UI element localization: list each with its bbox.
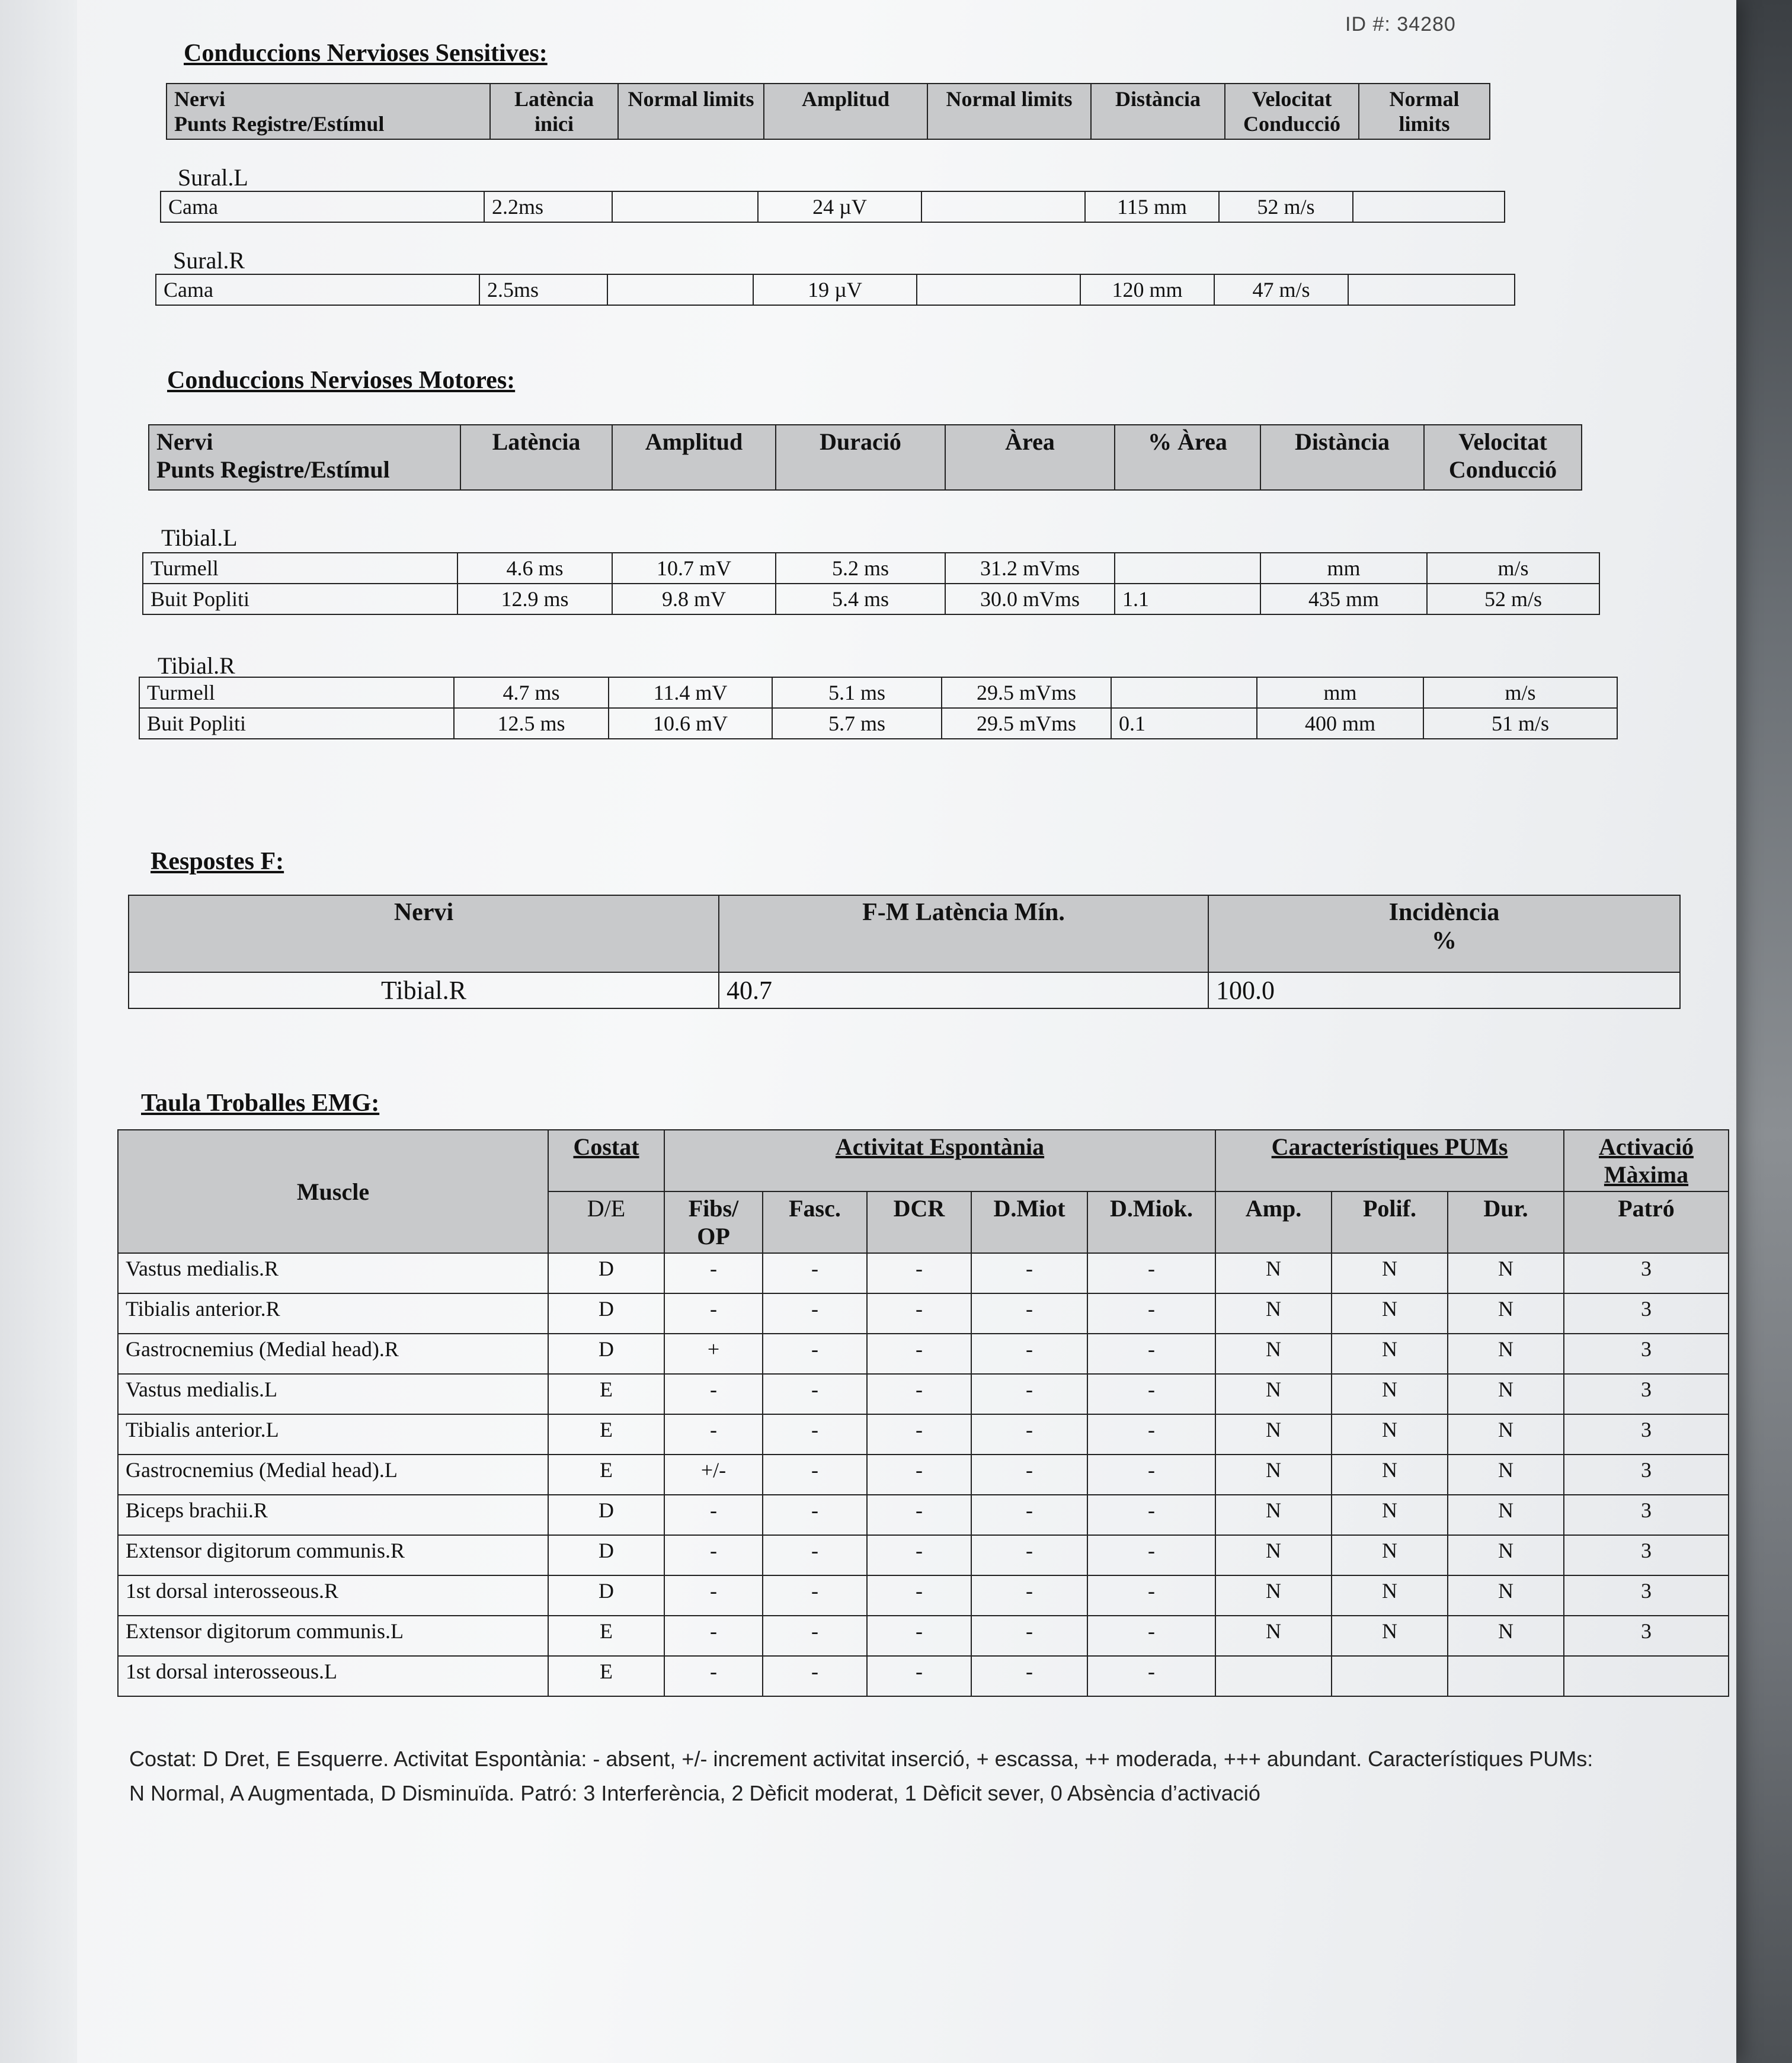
emg-cell-dmiot: - [971,1253,1087,1293]
fwave-incidence: 100.0 [1208,972,1680,1008]
emg-group-activation: Activació Màxima [1564,1130,1729,1191]
emg-cell-dmiok: - [1087,1253,1215,1293]
emg-cell-fibs: + [664,1334,763,1374]
emg-cell-amp: N [1215,1455,1332,1495]
motor-col-nerve: Nervi Punts Registre/Estímul [149,425,460,490]
fwave-latency: 40.7 [719,972,1208,1008]
emg-cell-dur: N [1448,1616,1564,1656]
emg-cell-fibs: - [664,1495,763,1535]
emg-cell-dmiot: - [971,1293,1087,1334]
motor-nerve-name: Tibial.L [161,524,238,551]
emg-cell-side: E [548,1455,664,1495]
emg-cell-amp: N [1215,1253,1332,1293]
fwave-title: Respostes F: [151,848,284,875]
motor-nerve-name: Tibial.R [158,652,235,679]
pct-area [1115,553,1260,584]
emg-cell-patro: 3 [1564,1575,1729,1616]
fwave-col-incidence: Incidència % [1208,895,1680,972]
emg-cell-fasc: - [763,1616,867,1656]
normal-cell [1348,274,1515,305]
sensory-col-nerve: Nervi Punts Registre/Estímul [167,84,490,139]
emg-cell-polif: N [1332,1334,1448,1374]
emg-cell-polif: N [1332,1495,1448,1535]
emg-col-polif: Polif. [1332,1191,1448,1253]
motor-nerve-table [142,552,1600,615]
sensory-col-normal1: Normal limits [618,84,764,139]
emg-cell-fibs: - [664,1253,763,1293]
normal-cell [921,191,1085,222]
emg-col-dmiok: D.Miok. [1087,1191,1215,1253]
sensory-header-table [166,83,1490,140]
emg-cell-fibs: - [664,1374,763,1414]
emg-table [117,1129,1729,1697]
site: Turmell [143,553,457,584]
emg-cell-patro: 3 [1564,1414,1729,1455]
emg-row [118,1374,1729,1414]
fwave-nerve: Tibial.R [129,972,719,1008]
velocity: 47 m/s [1214,274,1348,305]
emg-cell-side: E [548,1414,664,1455]
emg-cell-amp: N [1215,1575,1332,1616]
duration: 5.4 ms [776,584,945,614]
emg-cell-amp: N [1215,1293,1332,1334]
area: 29.5 mVms [942,708,1111,739]
emg-cell-dur: N [1448,1414,1564,1455]
emg-cell-side: D [548,1334,664,1374]
emg-row [118,1455,1729,1495]
pct-area: 0.1 [1111,708,1257,739]
emg-cell-dmiok: - [1087,1455,1215,1495]
emg-col-dur: Dur. [1448,1191,1564,1253]
emg-cell-fasc: - [763,1575,867,1616]
emg-cell-patro: 3 [1564,1334,1729,1374]
duration: 5.2 ms [776,553,945,584]
latency: 2.2ms [484,191,612,222]
emg-cell-dur: N [1448,1334,1564,1374]
amplitude: 9.8 mV [612,584,776,614]
emg-cell-dmiot: - [971,1656,1087,1696]
emg-row [118,1656,1729,1696]
sensory-col-amplitude: Amplitud [764,84,927,139]
emg-row [118,1414,1729,1455]
emg-cell-amp: N [1215,1334,1332,1374]
sensory-col-normal2: Normal limits [927,84,1091,139]
emg-cell-polif: N [1332,1253,1448,1293]
emg-cell-dur: N [1448,1455,1564,1495]
emg-cell-fasc: - [763,1455,867,1495]
motor-nerve-table [139,677,1618,739]
fwave-table [128,895,1681,1009]
emg-cell-fasc: - [763,1253,867,1293]
emg-cell-patro: 3 [1564,1535,1729,1575]
emg-cell-dmiok: - [1087,1575,1215,1616]
emg-cell-muscle: Gastrocnemius (Medial head).R [118,1334,548,1374]
emg-row [118,1253,1729,1293]
emg-col-dcr: DCR [867,1191,971,1253]
latency: 2.5ms [479,274,607,305]
emg-row [118,1575,1729,1616]
emg-cell-amp: N [1215,1374,1332,1414]
emg-cell-dmiok: - [1087,1374,1215,1414]
site: Cama [161,191,484,222]
emg-cell-muscle: Gastrocnemius (Medial head).L [118,1455,548,1495]
motor-row [143,553,1599,584]
velocity: m/s [1423,677,1617,708]
legend-line-1: Costat: D Dret, E Esquerre. Activitat Espontània: - absent, +/- increment activitat inserció, + escassa, ++ moderada, +++ abundant. Característiques PUMs: [129,1747,1593,1771]
emg-cell-patro: 3 [1564,1253,1729,1293]
sensory-col-velocity: Velocitat Conducció [1225,84,1359,139]
emg-cell-polif [1332,1656,1448,1696]
emg-cell-fasc: - [763,1495,867,1535]
latency: 4.6 ms [457,553,612,584]
distance: mm [1257,677,1423,708]
emg-cell-dmiot: - [971,1414,1087,1455]
emg-row [118,1616,1729,1656]
emg-cell-polif: N [1332,1293,1448,1334]
latency: 12.5 ms [454,708,609,739]
emg-cell-muscle: Biceps brachii.R [118,1495,548,1535]
amplitude: 10.7 mV [612,553,776,584]
emg-cell-dmiok: - [1087,1334,1215,1374]
emg-cell-dcr: - [867,1455,971,1495]
sensory-col-normal3: Normal limits [1359,84,1490,139]
emg-cell-patro [1564,1656,1729,1696]
emg-cell-amp: N [1215,1495,1332,1535]
site: Cama [156,274,479,305]
pct-area: 1.1 [1115,584,1260,614]
emg-cell-amp [1215,1656,1332,1696]
amplitude: 24 µV [758,191,921,222]
emg-cell-dmiot: - [971,1575,1087,1616]
emg-cell-patro: 3 [1564,1616,1729,1656]
fwave-col-latency: F-M Latència Mín. [719,895,1208,972]
site: Turmell [139,677,454,708]
emg-group-pums: Característiques PUMs [1215,1130,1564,1191]
sensory-row [155,274,1515,306]
emg-cell-dur: N [1448,1293,1564,1334]
emg-cell-side: D [548,1535,664,1575]
emg-cell-amp: N [1215,1414,1332,1455]
motor-col-amplitude: Amplitud [612,425,776,490]
fwave-col-nerve: Nervi [129,895,719,972]
emg-col-dmiot: D.Miot [971,1191,1087,1253]
emg-cell-patro: 3 [1564,1455,1729,1495]
emg-cell-dmiok: - [1087,1495,1215,1535]
normal-cell [612,191,758,222]
emg-cell-side: D [548,1253,664,1293]
distance: 115 mm [1085,191,1219,222]
latency: 12.9 ms [457,584,612,614]
motor-row [139,708,1617,739]
emg-cell-dcr: - [867,1575,971,1616]
emg-cell-polif: N [1332,1414,1448,1455]
emg-cell-dcr: - [867,1253,971,1293]
velocity: 52 m/s [1427,584,1599,614]
motor-col-pct-area: % Àrea [1115,425,1260,490]
motor-col-latency: Latència [460,425,612,490]
emg-col-amp: Amp. [1215,1191,1332,1253]
velocity: m/s [1427,553,1599,584]
emg-cell-dmiot: - [971,1334,1087,1374]
emg-cell-fasc: - [763,1414,867,1455]
normal-cell [917,274,1080,305]
emg-cell-dur [1448,1656,1564,1696]
emg-cell-dcr: - [867,1656,971,1696]
motor-col-velocity: Velocitat Conducció [1424,425,1582,490]
emg-cell-fasc: - [763,1535,867,1575]
amplitude: 10.6 mV [609,708,772,739]
motor-col-distance: Distància [1260,425,1424,490]
emg-cell-muscle: 1st dorsal interosseous.L [118,1656,548,1696]
emg-cell-dmiot: - [971,1495,1087,1535]
legend [129,1742,1729,1811]
emg-cell-amp: N [1215,1616,1332,1656]
sensory-nerve-name: Sural.L [178,164,248,191]
motor-title: Conduccions Nervioses Motores: [167,367,516,394]
emg-group-spontaneous: Activitat Espontània [664,1130,1215,1191]
emg-cell-dcr: - [867,1535,971,1575]
emg-cell-dmiok: - [1087,1616,1215,1656]
emg-cell-side: E [548,1656,664,1696]
emg-cell-muscle: Tibialis anterior.R [118,1293,548,1334]
emg-group-side: Costat [548,1130,664,1191]
distance: 435 mm [1260,584,1427,614]
document-id: ID #: 34280 [1345,13,1456,36]
emg-cell-muscle: Extensor digitorum communis.R [118,1535,548,1575]
emg-cell-dcr: - [867,1495,971,1535]
emg-cell-fasc: - [763,1293,867,1334]
emg-cell-polif: N [1332,1575,1448,1616]
emg-cell-muscle: Tibialis anterior.L [118,1414,548,1455]
emg-cell-side: D [548,1293,664,1334]
legend-line-2: N Normal, A Augmentada, D Disminuïda. Patró: 3 Interferència, 2 Dèficit moderat, 1 Dèficit sever, 0 Absència d’activació [129,1781,1260,1805]
site: Buit Popliti [143,584,457,614]
emg-cell-dcr: - [867,1374,971,1414]
emg-cell-side: D [548,1575,664,1616]
emg-cell-polif: N [1332,1616,1448,1656]
area: 31.2 mVms [945,553,1115,584]
emg-cell-polif: N [1332,1535,1448,1575]
emg-cell-fibs: +/- [664,1455,763,1495]
emg-cell-patro: 3 [1564,1495,1729,1535]
motor-col-area: Àrea [945,425,1115,490]
emg-cell-patro: 3 [1564,1293,1729,1334]
site: Buit Popliti [139,708,454,739]
area: 30.0 mVms [945,584,1115,614]
emg-cell-muscle: Vastus medialis.L [118,1374,548,1414]
motor-row [139,677,1617,708]
emg-cell-dcr: - [867,1293,971,1334]
emg-col-side: D/E [548,1191,664,1253]
pct-area [1111,677,1257,708]
emg-cell-dcr: - [867,1414,971,1455]
emg-cell-patro: 3 [1564,1374,1729,1414]
sensory-title: Conduccions Nervioses Sensitives: [184,40,548,67]
latency: 4.7 ms [454,677,609,708]
duration: 5.7 ms [772,708,942,739]
emg-cell-fibs: - [664,1656,763,1696]
emg-cell-fibs: - [664,1616,763,1656]
sensory-row [160,191,1505,223]
emg-cell-fibs: - [664,1575,763,1616]
velocity: 52 m/s [1219,191,1353,222]
emg-row [118,1293,1729,1334]
emg-cell-dmiot: - [971,1535,1087,1575]
emg-cell-dmiok: - [1087,1293,1215,1334]
emg-row [118,1535,1729,1575]
emg-row [118,1334,1729,1374]
emg-cell-fasc: - [763,1334,867,1374]
normal-cell [607,274,753,305]
sensory-nerve-name: Sural.R [173,247,245,274]
area: 29.5 mVms [942,677,1111,708]
emg-cell-dmiok: - [1087,1535,1215,1575]
emg-cell-fibs: - [664,1535,763,1575]
emg-col-patro: Patró [1564,1191,1729,1253]
emg-cell-amp: N [1215,1535,1332,1575]
emg-col-fasc: Fasc. [763,1191,867,1253]
emg-cell-side: E [548,1616,664,1656]
emg-cell-polif: N [1332,1455,1448,1495]
emg-row [118,1495,1729,1535]
emg-cell-dcr: - [867,1616,971,1656]
emg-cell-fasc: - [763,1656,867,1696]
motor-row [143,584,1599,614]
emg-cell-muscle: Extensor digitorum communis.L [118,1616,548,1656]
emg-cell-fasc: - [763,1374,867,1414]
duration: 5.1 ms [772,677,942,708]
emg-title: Taula Troballes EMG: [141,1090,380,1117]
distance: mm [1260,553,1427,584]
motor-header-table [148,424,1582,491]
emg-cell-dur: N [1448,1495,1564,1535]
underlying-page-edge [0,0,77,2063]
emg-cell-polif: N [1332,1374,1448,1414]
emg-cell-dmiok: - [1087,1414,1215,1455]
emg-cell-dur: N [1448,1535,1564,1575]
emg-cell-side: D [548,1495,664,1535]
sensory-col-latency: Latència inici [490,84,618,139]
emg-cell-side: E [548,1374,664,1414]
motor-col-duration: Duració [776,425,945,490]
emg-cell-dur: N [1448,1575,1564,1616]
velocity: 51 m/s [1423,708,1617,739]
emg-cell-fibs: - [664,1414,763,1455]
emg-cell-muscle: 1st dorsal interosseous.R [118,1575,548,1616]
distance: 120 mm [1080,274,1214,305]
emg-col-muscle: Muscle [118,1130,548,1253]
emg-cell-dur: N [1448,1374,1564,1414]
emg-cell-dmiot: - [971,1616,1087,1656]
distance: 400 mm [1257,708,1423,739]
sensory-col-distance: Distància [1091,84,1225,139]
amplitude: 19 µV [753,274,917,305]
emg-col-fibs: Fibs/ OP [664,1191,763,1253]
normal-cell [1353,191,1505,222]
emg-cell-dmiot: - [971,1374,1087,1414]
emg-cell-fibs: - [664,1293,763,1334]
emg-cell-muscle: Vastus medialis.R [118,1253,548,1293]
emg-cell-dcr: - [867,1334,971,1374]
emg-cell-dmiok: - [1087,1656,1215,1696]
emg-cell-dmiot: - [971,1455,1087,1495]
emg-cell-dur: N [1448,1253,1564,1293]
amplitude: 11.4 mV [609,677,772,708]
